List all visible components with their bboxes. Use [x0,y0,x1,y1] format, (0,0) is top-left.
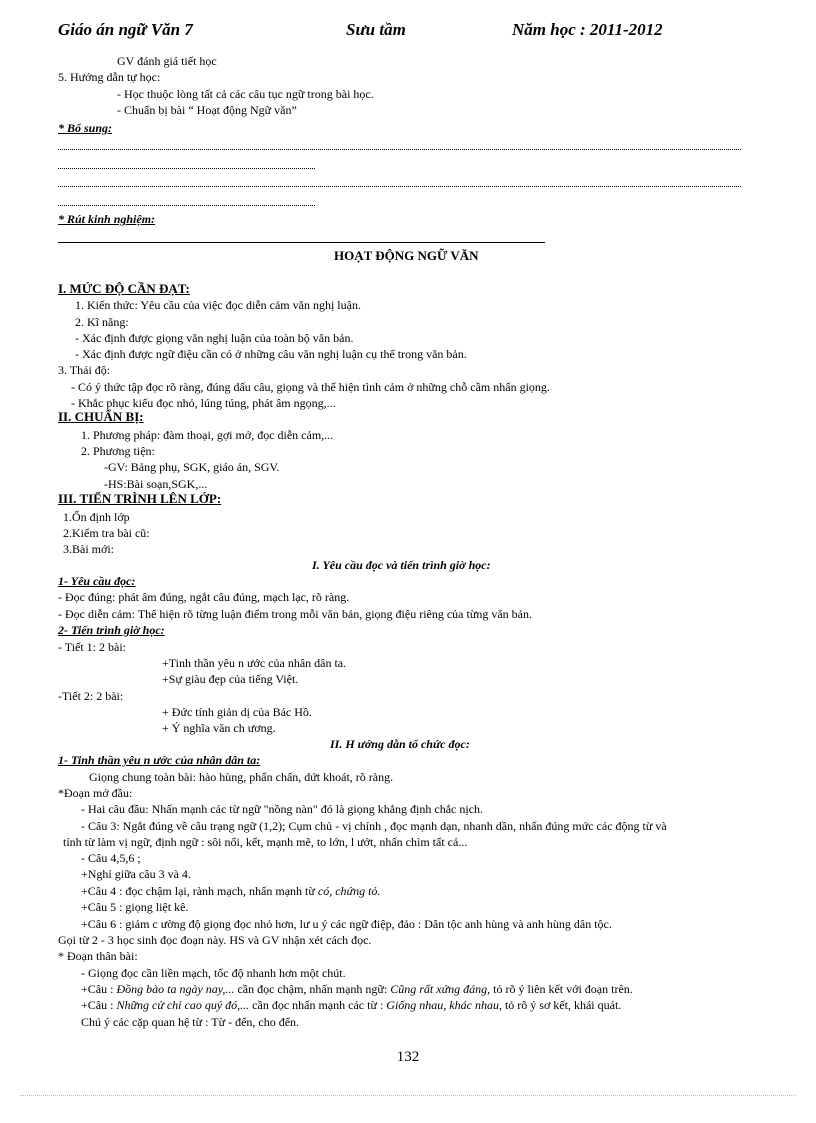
text-span: cần đọc nhấn mạnh các từ : [252,998,387,1012]
text-span: +Câu : [81,998,117,1012]
header-right: Năm học : 2011-2012 [512,20,663,39]
text-span-italic: Những cử chỉ cao quý đó,... [116,998,253,1012]
text-line: - Đọc đúng: phát âm đúng, ngắt câu đúng, mạch lạc, rõ ràng. [58,590,350,604]
text-line: 2. Kĩ năng: [75,315,129,329]
text-line: -Tiết 2: 2 bài: [58,689,124,703]
text-line: - Đọc diễn cảm: Thể hiện rõ từng luận điểm trong mỗi văn bản, giọng điệu riêng của từng văn bản. [58,607,532,621]
text-span-italic: có, chứng tỏ. [317,884,381,898]
rut-kinh-nghiem-label: * Rút kinh nghiệm: [58,212,156,226]
bo-sung-label: * Bổ sung: [58,121,113,135]
text-line: - Chuẩn bị bài “ Hoạt động Ngữ văn” [117,103,297,117]
text-line: +Tinh thần yêu n ước của nhân dân ta. [162,656,347,670]
text-line: - Hai câu đầu: Nhấn mạnh các từ ngữ "nồng nàn" đó là giọng khẳng định chắc nịch. [81,802,484,816]
subheading: 1- Tinh thần yêu n ước của nhân dân ta: [58,753,261,767]
text-span: +Câu 4 : đọc chậm lại, rành mạch, nhấn mạnh từ [81,884,318,898]
header-left: Giáo án ngữ Văn 7 [58,20,193,39]
text-line [81,982,633,996]
text-line: +Nghỉ giữa câu 3 và 4. [81,867,191,881]
text-line: + Đức tính giản dị của Bác Hồ. [162,705,312,719]
dotted-line [58,205,315,206]
text-line: *Đoạn mở đầu: [58,786,133,800]
text-line: -GV: Bảng phụ, SGK, giáo án, SGV. [104,460,280,474]
text-line: 3.Bài mới: [63,542,115,556]
text-line: - Tiết 1: 2 bài: [58,640,127,654]
text-span: tỏ rõ ý sơ kết, khái quát. [504,998,622,1012]
text-line [81,884,380,898]
text-line: * Đoạn thân bài: [58,949,138,963]
text-span: +Câu : [81,982,117,996]
text-line: Gọi từ 2 - 3 học sinh đọc đoạn này. HS và GV nhận xét cách đọc. [58,933,372,947]
text-line: 1. Phương pháp: đàm thoại, gợi mở, đọc diễn cảm,... [81,428,334,442]
text-line: 1. Kiến thức: Yêu cầu của việc đọc diễn cảm văn nghị luận. [75,298,361,312]
divider [58,242,545,243]
page-number: 132 [396,1049,420,1065]
text-line [81,998,621,1012]
text-line: - Có ý thức tập đọc rõ ràng, đúng dấu câu, giọng và thể hiện tình cảm ở những chỗ cầm nhấn giọng. [71,380,550,394]
text-line: - Xác định được ngữ điệu cần có ở những câu văn nghị luận cụ thể trong văn bản. [75,347,467,361]
text-line: 1.Ổn định lớp [63,510,130,524]
text-span-italic: Cũng rất xứng đáng, [390,982,494,996]
text-line: - Học thuộc lòng tất cả các câu tục ngữ trong bài học. [117,87,374,101]
text-line: +Câu 5 : giọng liệt kê. [81,900,189,914]
text-line: - Câu 3: Ngắt đúng về câu trạng ngữ (1,2); Cụm chủ - vị chính , đọc mạnh dạn, nhanh dần, nhấn đúng mức các động từ và [81,819,667,833]
text-span: tỏ rõ ý liên kết với đoạn trên. [493,982,633,996]
text-line: tính từ làm vị ngữ, định ngữ : sôi nổi, kết, mạnh mẽ, to lớn, l ướt, nhấn chìm tất cả... [63,835,468,849]
subheading: 1- Yêu cầu đọc: [58,574,136,588]
text-line: 5. Hướng dẫn tự học: [58,70,161,84]
text-span: cần đọc chậm, nhấn mạnh ngữ: [237,982,391,996]
text-line: -HS:Bài soạn,SGK,... [104,477,208,491]
text-line: +Câu 6 : giảm c ường độ giọng đọc nhỏ hơn, lư u ý các ngữ điệp, đảo : Dân tộc anh hùng và anh hùng dân tộc. [81,917,612,931]
section-3-heading: III. TIẾN TRÌNH LÊN LỚP: [58,491,222,506]
text-line: - Khắc phục kiểu đọc nhỏ, lúng túng, phát âm ngọng,... [71,396,336,410]
text-line: + Ý nghĩa văn ch ương. [162,721,276,735]
text-span-italic: Đồng bào ta ngày nay,... [116,982,238,996]
text-line: - Xác định được giọng văn nghị luận của toàn bộ văn bản. [75,331,354,345]
page-title: HOẠT ĐỘNG NGỮ VĂN [334,248,479,263]
subheading: II. H ướng dẫn tổ chức đọc: [330,737,470,751]
section-1-heading: I. MỨC ĐỘ CẦN ĐẠT: [58,281,190,296]
section-2-heading: II. CHUẨN BỊ: [58,409,144,424]
page-border [20,1095,796,1096]
text-line: +Sự giàu đẹp của tiếng Việt. [162,672,299,686]
dotted-line [58,149,741,150]
text-line: - Câu 4,5,6 ; [81,851,141,865]
text-line: - Giọng đọc cần liền mạch, tốc độ nhanh hơn một chút. [81,966,346,980]
text-line: Giọng chung toàn bài: hào hùng, phấn chấn, dứt khoát, rõ ràng. [89,770,394,784]
text-span-italic: Giống nhau, khác nhau, [386,998,505,1012]
text-line: 3. Thái độ: [58,363,111,377]
dotted-line [58,186,741,187]
header-center: Sưu tầm [346,20,406,39]
dotted-line [58,168,315,169]
text-line: GV đánh giá tiết học [117,54,217,68]
text-line: 2.Kiểm tra bài cũ: [63,526,150,540]
text-line: Chú ý các cặp quan hệ từ : Từ - đến, cho đến. [81,1015,300,1029]
text-line: 2. Phương tiện: [81,444,155,458]
subheading: I. Yêu cầu đọc và tiến trình giờ học: [312,558,491,572]
subheading: 2- Tiến trình giờ học: [58,623,165,637]
